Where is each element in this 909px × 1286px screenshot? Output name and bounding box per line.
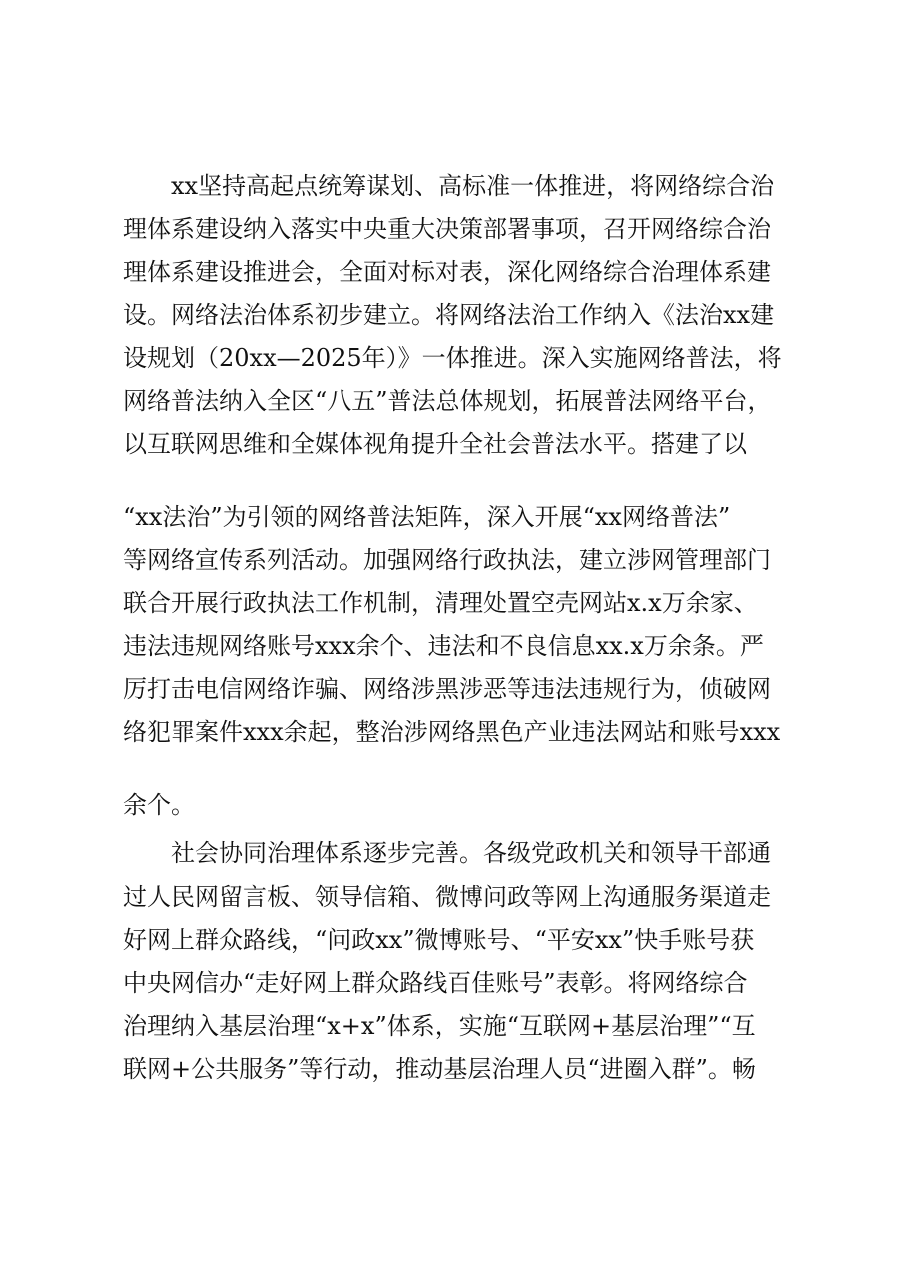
text-line: xx坚持高起点统筹谋划、高标准一体推进，将网络综合治: [171, 172, 775, 200]
text-line: 以互联网思维和全媒体视角提升全社会普法水平。搭建了以: [123, 430, 747, 458]
text-line: 厉打击电信网络诈骗、网络涉黑涉恶等违法违规行为，侦破网: [123, 675, 771, 703]
text-line: 违法违规网络账号xxx余个、违法和不良信息xx.x万余条。严: [123, 632, 764, 660]
text-line: 设。网络法治体系初步建立。将网络法治工作纳入《法治xx建: [123, 301, 775, 329]
text-line: 中央网信办“走好网上群众路线百佳账号”表彰。将网络综合: [123, 969, 748, 997]
text-line: 络犯罪案件xxx余起，整治涉网络黑色产业违法网站和账号xxx: [123, 718, 781, 746]
text-line: 过人民网留言板、领导信箱、微博问政等网上沟通服务渠道走: [123, 883, 771, 911]
text-line: 理体系建设推进会，全面对标对表，深化网络综合治理体系建: [123, 258, 771, 286]
text-line: 等网络宣传系列活动。加强网络行政执法，建立涉网管理部门: [123, 546, 771, 574]
text-line: 余个。: [123, 791, 195, 819]
text-line: 好网上群众路线，“问政xx”微博账号、“平安xx”快手账号获: [123, 926, 755, 954]
text-line: 联合开展行政执法工作机制，清理处置空壳网站x.x万余家、: [123, 589, 758, 617]
text-line: 理体系建设纳入落实中央重大决策部署事项，召开网络综合治: [123, 215, 771, 243]
text-line: “xx法治”为引领的网络普法矩阵，深入开展“xx网络普法”: [123, 503, 731, 531]
text-line: 网络普法纳入全区“八五”普法总体规划，拓展普法网络平台，: [123, 387, 772, 415]
text-line: 治理纳入基层治理“x+x”体系，实施“互联网+基层治理”“互: [123, 1012, 756, 1040]
text-line: 社会协同治理体系逐步完善。各级党政机关和领导干部通: [171, 839, 771, 867]
text-line: 联网+公共服务”等行动，推动基层治理人员“进圈入群”。畅: [123, 1055, 756, 1083]
text-line: 设规划（20xx—2025年）》一体推进。深入实施网络普法，将: [123, 344, 782, 372]
